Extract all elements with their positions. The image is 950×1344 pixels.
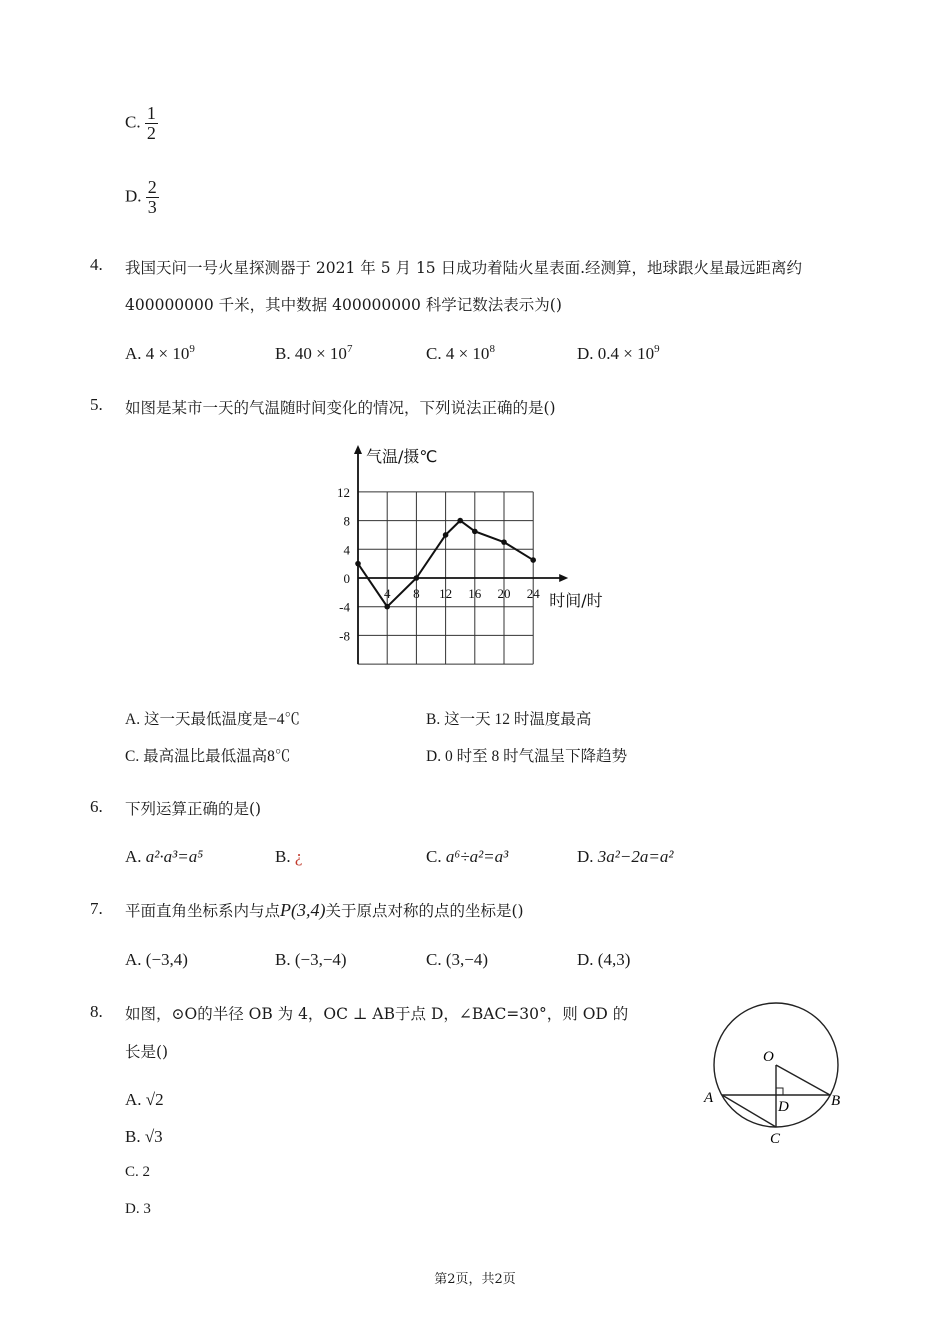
point-p: P(3,4)	[280, 900, 326, 920]
data-point	[384, 604, 390, 610]
q5-option-b	[426, 707, 591, 729]
y-tick-label: -4	[339, 599, 350, 615]
question-number-8: 8.	[90, 1002, 103, 1021]
y-tick-label: 4	[343, 542, 350, 558]
option-text: (−3,4)	[145, 950, 188, 969]
q5-option-a	[125, 707, 300, 729]
option-label: A.	[125, 1090, 142, 1109]
option-text: 0 时至 8 时气温呈下降趋势	[444, 748, 628, 765]
option-text: (−3,−4)	[294, 950, 347, 969]
label-b: B	[831, 1093, 841, 1109]
segment-ob	[776, 1065, 830, 1095]
option-label: B.	[426, 711, 441, 728]
question-4-line-1: 我国天问一号火星探测器于 2021 年 5 月 15 日成功着陆火星表面.经测算，地球跟火星最远距离约	[125, 259, 803, 277]
fraction-numerator: 1	[146, 103, 156, 123]
q7-option-b	[275, 950, 347, 970]
x-tick-label: 8	[413, 586, 420, 601]
y-axis-title: 气温/摄℃	[366, 447, 438, 466]
option-text: 这一天 12 时温度最高	[444, 711, 592, 728]
y-tick-label: 8	[343, 513, 350, 529]
q4-option-c	[426, 343, 495, 364]
option-label: D.	[577, 344, 594, 363]
option-text: 这一天最低温度是−4℃	[143, 711, 300, 728]
q3-option-c	[125, 104, 158, 143]
option-text: a⁶÷a²=a³	[445, 847, 509, 866]
y-tick-label: -8	[339, 628, 350, 644]
q8-option-a	[125, 1090, 164, 1110]
option-label: C.	[426, 344, 442, 363]
data-point	[355, 561, 361, 567]
q4-option-a	[125, 343, 195, 364]
q5-option-d	[426, 744, 627, 766]
option-label: C.	[426, 950, 442, 969]
label-a: A	[704, 1090, 714, 1106]
question-text-part: 关于原点对称的点的坐标是()	[325, 902, 524, 920]
option-label: B.	[275, 847, 291, 866]
data-point	[457, 518, 463, 524]
exponent: 9	[654, 343, 660, 355]
option-value: 0.4 × 10	[597, 344, 655, 363]
data-point	[443, 532, 449, 538]
x-tick-label: 24	[526, 586, 540, 601]
fraction-denominator: 2	[146, 123, 156, 143]
option-value: 4 × 10	[145, 344, 190, 363]
label-d: D	[778, 1099, 789, 1115]
fraction-numerator: 2	[147, 177, 157, 197]
option-label: B.	[125, 1127, 141, 1146]
option-label: C.	[125, 748, 140, 765]
option-value: 4 × 10	[445, 344, 490, 363]
y-axis-arrow	[354, 445, 362, 454]
question-8-line-2: 长是()	[125, 1043, 169, 1061]
circle-figure	[700, 995, 860, 1150]
question-6-text: 下列运算正确的是()	[125, 800, 262, 818]
option-label: A.	[125, 711, 141, 728]
data-point	[501, 539, 507, 545]
y-tick-label: 12	[337, 484, 350, 500]
question-8-line-1: 如图，⊙O的半径 OB 为 4，OC ⊥ AB于点 D，∠BAC=30°，则 OD 的	[125, 1005, 629, 1023]
option-value: 40 × 10	[294, 344, 347, 363]
q5-option-c	[125, 744, 290, 766]
data-point	[530, 557, 536, 563]
question-number-6: 6.	[90, 797, 103, 816]
page-footer: 第2页，共2页	[434, 1272, 516, 1287]
option-label: B.	[275, 344, 291, 363]
option-label: A.	[125, 344, 142, 363]
option-label: D.	[577, 847, 594, 866]
x-tick-label: 20	[497, 586, 511, 601]
y-tick-label: 0	[343, 571, 350, 586]
option-text: 3	[143, 1201, 151, 1217]
exponent: 9	[189, 343, 195, 355]
label-c: C	[770, 1131, 781, 1147]
x-axis-title: 时间/时	[549, 591, 603, 610]
question-number-7: 7.	[90, 899, 103, 918]
question-7-text	[125, 899, 524, 921]
data-point	[414, 575, 420, 581]
question-text-part: 平面直角坐标系内与点	[125, 902, 281, 920]
fraction-denominator: 3	[147, 197, 157, 217]
q3-option-d	[125, 178, 159, 217]
option-label: D.	[125, 186, 142, 206]
option-label: C.	[125, 112, 141, 132]
option-text: (3,−4)	[445, 950, 489, 969]
option-label: D.	[577, 950, 594, 969]
right-angle-mark	[776, 1088, 783, 1095]
option-label: C.	[125, 1164, 139, 1180]
q8-option-c	[125, 1164, 150, 1181]
temperature-chart	[325, 440, 625, 675]
question-number-5: 5.	[90, 395, 103, 414]
q6-option-d	[577, 847, 673, 867]
q6-option-a	[125, 847, 203, 867]
option-text: √3	[144, 1127, 163, 1146]
option-text: ¿	[294, 847, 303, 866]
fraction	[145, 104, 158, 143]
x-tick-label: 16	[468, 586, 482, 601]
option-text: 2	[142, 1164, 151, 1180]
exponent: 8	[489, 343, 495, 355]
label-o: O	[763, 1049, 774, 1065]
option-text: (4,3)	[597, 950, 631, 969]
x-axis-arrow	[559, 574, 568, 582]
q6-option-c	[426, 847, 508, 867]
option-label: C.	[426, 847, 442, 866]
q4-option-b	[275, 343, 352, 364]
option-label: A.	[125, 950, 142, 969]
option-text: a²·a³=a⁵	[145, 847, 204, 866]
segment-ac	[722, 1095, 776, 1127]
exponent: 7	[346, 343, 353, 355]
question-number-4: 4.	[90, 255, 103, 274]
option-label: A.	[125, 847, 142, 866]
q4-option-d	[577, 343, 660, 364]
option-text: 3a²−2a=a²	[597, 847, 674, 866]
option-label: B.	[275, 950, 291, 969]
data-point	[472, 529, 478, 535]
q6-option-b	[275, 847, 302, 867]
q7-option-c	[426, 950, 488, 970]
option-text: √2	[145, 1090, 164, 1109]
x-tick-label: 4	[383, 586, 391, 601]
question-4-line-2: 400000000 千米，其中数据 400000000 科学记数法表示为()	[125, 296, 562, 314]
option-label: D.	[125, 1201, 140, 1217]
x-tick-label: 12	[439, 586, 453, 601]
option-text: 最高温比最低温高8℃	[143, 748, 291, 765]
q7-option-d	[577, 950, 630, 970]
q8-option-b	[125, 1127, 163, 1147]
question-5-text: 如图是某市一天的气温随时间变化的情况，下列说法正确的是()	[125, 399, 556, 417]
q8-option-d	[125, 1201, 151, 1218]
fraction	[146, 178, 159, 217]
option-label: D.	[426, 748, 442, 765]
q7-option-a	[125, 950, 188, 970]
